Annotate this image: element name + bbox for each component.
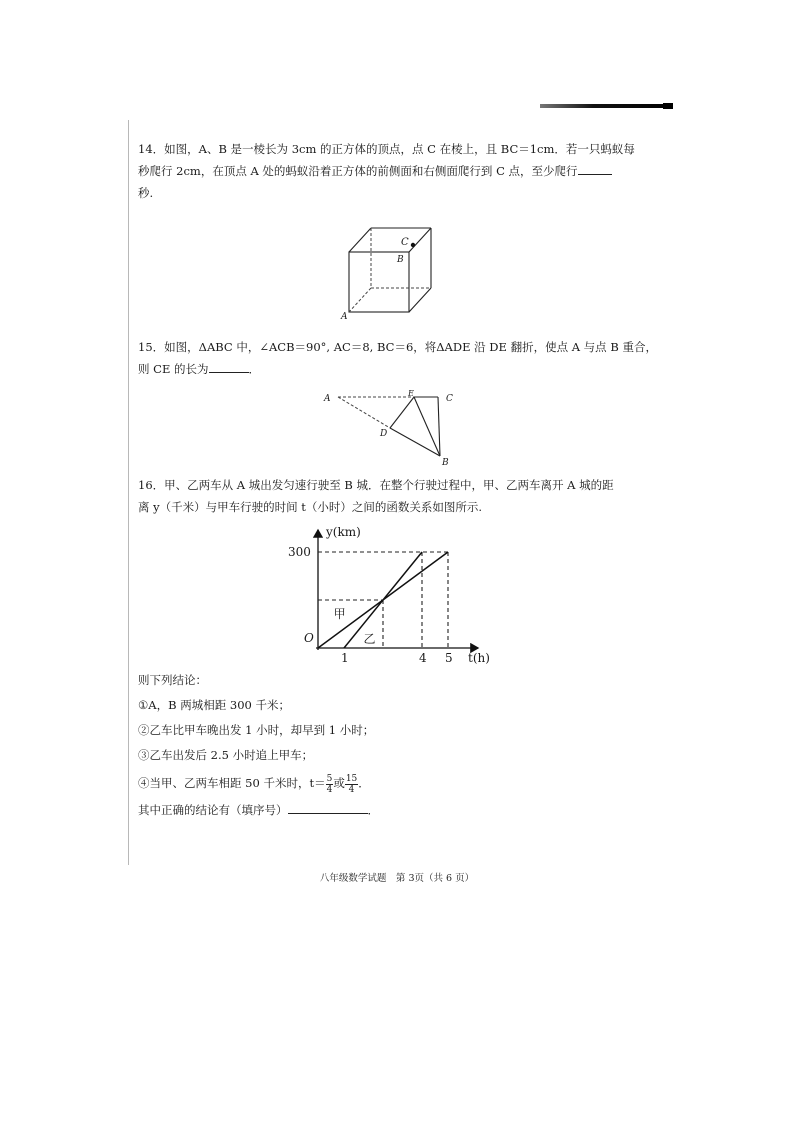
label-a: A bbox=[324, 394, 331, 404]
label-d: D bbox=[380, 429, 388, 439]
answer-prompt: 其中正确的结论有（填序号） bbox=[138, 803, 288, 817]
label-b: B bbox=[442, 458, 449, 468]
segment-db bbox=[390, 428, 440, 456]
q15-line1: 15．如图，ΔABC 中，∠ACB＝90°, AC＝8, BC＝6，将ΔADE 沿 DE 翻折，使点 A 与点 B 重合， bbox=[138, 340, 657, 354]
conclusion-3: ③乙车出发后 2.5 小时追上甲车； bbox=[138, 748, 314, 762]
frac1-num: 5 bbox=[326, 773, 333, 784]
q15-line2-text: 则 CE 的长为 bbox=[138, 362, 209, 376]
x-tick-label-5: 5 bbox=[445, 651, 453, 665]
question-content bbox=[138, 138, 678, 204]
q16-answer-blank[interactable] bbox=[288, 799, 368, 814]
label-c: C bbox=[446, 394, 453, 404]
answer-line bbox=[138, 798, 678, 823]
q16-block bbox=[138, 474, 678, 518]
q16-line1: 16．甲、乙两车从 A 城出发匀速行驶至 B 城．在整个行驶过程中，甲、乙两车离开 A 城的距 bbox=[138, 478, 614, 492]
x-tick-label-4: 4 bbox=[419, 651, 427, 665]
q15-line2-end: ． bbox=[248, 362, 261, 376]
q15-block bbox=[138, 336, 678, 380]
x-tick-label-1: 1 bbox=[341, 651, 349, 665]
x-axis-label: t(h) bbox=[468, 651, 490, 665]
origin-label: O bbox=[304, 631, 314, 645]
answer-end: ． bbox=[367, 803, 379, 817]
series-lines bbox=[318, 552, 448, 648]
y-tick-label-300: 300 bbox=[288, 545, 311, 559]
frac2-num: 15 bbox=[345, 773, 358, 784]
conclusions-intro: 则下列结论： bbox=[138, 673, 207, 687]
q14-line2-text: 秒爬行 2cm，在顶点 A 处的蚂蚁沿着正方体的前侧面和右侧面爬行到 C 点，至少爬行 bbox=[138, 164, 578, 178]
conclusion-4-end: ． bbox=[358, 776, 370, 790]
scan-edge bbox=[128, 120, 129, 865]
conclusion-4-or: 或 bbox=[333, 776, 345, 790]
segment-cb bbox=[438, 397, 440, 456]
q14-line3: 秒. bbox=[138, 186, 154, 200]
segment-ed bbox=[390, 397, 414, 428]
conclusion-4-text: ④当甲、乙两车相距 50 千米时，t＝ bbox=[138, 776, 326, 790]
label-b: B bbox=[397, 255, 404, 265]
conclusion-1: ①A，B 两城相距 300 千米； bbox=[138, 698, 290, 712]
series-label-2: 乙 bbox=[363, 632, 376, 646]
tick-labels bbox=[288, 545, 453, 665]
conclusions-block bbox=[138, 668, 678, 823]
q15-line2 bbox=[138, 358, 678, 380]
series-label-1: 甲 bbox=[333, 607, 346, 621]
frac2-den: 4 bbox=[348, 784, 355, 795]
point-c bbox=[411, 243, 415, 247]
conclusion-4 bbox=[138, 768, 678, 798]
conclusion-2: ②乙车比甲车晚出发 1 小时，却早到 1 小时； bbox=[138, 723, 375, 737]
figure-15-triangle bbox=[318, 388, 468, 468]
y-axis-label: y(km) bbox=[326, 525, 361, 539]
frac1-den: 4 bbox=[326, 784, 333, 795]
label-a: A bbox=[341, 312, 348, 322]
fraction-15-4 bbox=[345, 774, 358, 795]
header-bar bbox=[540, 104, 673, 108]
q15-answer-blank[interactable] bbox=[209, 358, 249, 373]
figure-14-cube bbox=[335, 222, 445, 322]
q16-line2: 离 y（千米）与甲车行驶的时间 t（小时）之间的函数关系如图所示. bbox=[138, 500, 483, 514]
q14-line1: 14．如图，A、B 是一棱长为 3cm 的正方体的顶点，点 C 在棱上，且 BC＝1cm．若一只蚂蚁每 bbox=[138, 142, 635, 156]
page-footer: 八年级数学试题 第 3页（共 6 页） bbox=[319, 873, 475, 884]
label-e: E bbox=[408, 389, 414, 398]
q14-line2 bbox=[138, 160, 678, 182]
figure-16-chart bbox=[280, 524, 500, 669]
label-c: C bbox=[401, 237, 409, 248]
q14-answer-blank[interactable] bbox=[578, 160, 612, 175]
segment-eb bbox=[414, 397, 440, 456]
